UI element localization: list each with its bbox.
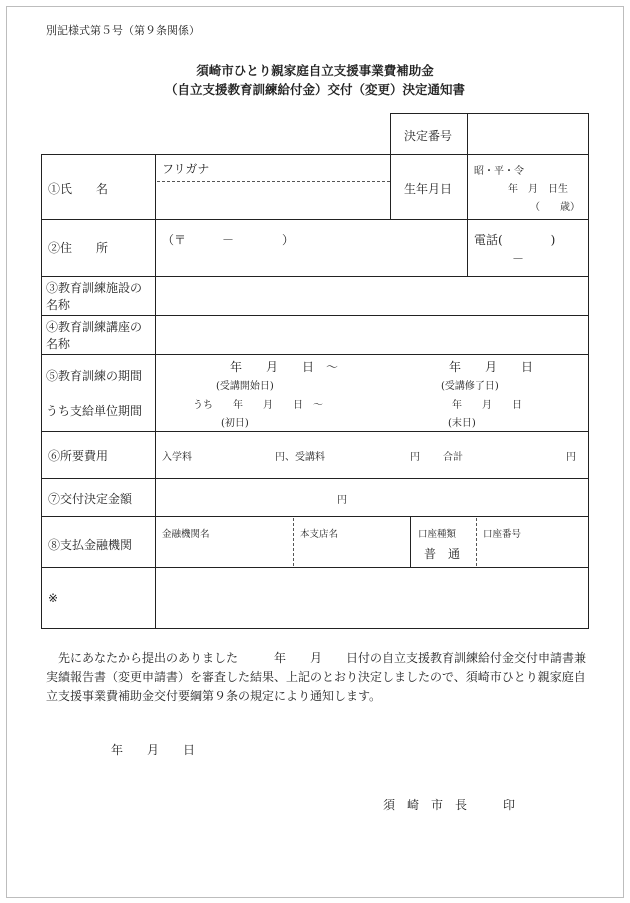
- notice-body-text: 先にあなたから提出のありました 年 月 日付の自立支援教育訓練給付金交付申請書兼実績報告書（変更申請書）を審査した結果、上記のとおり決定しましたので、須崎市ひとり親家庭自立支援事業費補助金交付要綱第９条の規定により通知します。: [46, 651, 587, 703]
- row-divider: [41, 276, 589, 277]
- unit-end-date: 年 月 日: [452, 400, 522, 411]
- bank-name-label: 金融機関名: [162, 529, 210, 540]
- main-form-table: [41, 154, 589, 629]
- cost-entrance-label: 入学料: [162, 452, 192, 463]
- period-start-date: 年 月 日 ～: [230, 360, 339, 374]
- period-label: ⑤教育訓練の期間: [46, 369, 143, 383]
- cost-tuition-yen: 円: [410, 452, 420, 463]
- address-label: ②住 所: [48, 241, 109, 255]
- unit-end-note: (末日): [448, 418, 476, 429]
- remarks-mark: ※: [48, 591, 59, 605]
- row-divider: [41, 567, 589, 568]
- period-start-note: (受講開始日): [216, 381, 274, 392]
- unit-start-date: うち 年 月 日 ～: [193, 400, 323, 411]
- name-field[interactable]: [160, 184, 386, 216]
- phone-dash: －: [512, 252, 525, 266]
- unit-period-label: うち支給単位期間: [46, 404, 143, 418]
- cost-label: ⑥所要費用: [48, 449, 109, 463]
- facility-label-line1: ③教育訓練施設の: [46, 281, 143, 295]
- decision-number-divider: [467, 113, 468, 154]
- row-divider: [41, 315, 589, 316]
- bank-label: ⑧支払金融機関: [48, 538, 133, 552]
- mayor-signature: 須 崎 市 長 印: [383, 798, 516, 812]
- address-field[interactable]: [160, 250, 460, 274]
- row-divider: [41, 354, 589, 355]
- facility-label-line2: 名称: [46, 298, 71, 312]
- account-number-label: 口座番号: [483, 529, 522, 540]
- form-number-label: 別記様式第５号（第９条関係）: [46, 24, 200, 37]
- birthdate-divider: [390, 154, 391, 219]
- birthdate-label: 生年月日: [404, 182, 453, 196]
- furigana-label: フリガナ: [162, 162, 210, 176]
- row-divider: [41, 431, 589, 432]
- bank-column-divider: [410, 516, 411, 567]
- account-type-value: 普 通: [424, 547, 461, 561]
- row-divider: [41, 219, 589, 220]
- amount-yen: 円: [337, 495, 347, 506]
- account-type-label: 口座種類: [418, 529, 457, 540]
- unit-start-note: (初日): [221, 418, 249, 429]
- bank-column-divider: [476, 518, 477, 566]
- amount-label: ⑦交付決定金額: [48, 492, 133, 506]
- row-divider: [41, 478, 589, 479]
- period-end-note: (受講修了日): [441, 381, 499, 392]
- bank-column-divider: [293, 518, 294, 566]
- phone-divider: [467, 219, 468, 276]
- decision-number-label: 決定番号: [404, 129, 453, 143]
- period-end-date: 年 月 日: [449, 360, 534, 374]
- facility-name-field[interactable]: [160, 281, 584, 311]
- course-label-line1: ④教育訓練講座の: [46, 320, 143, 334]
- course-name-field[interactable]: [160, 320, 584, 350]
- name-label: ①氏 名: [48, 182, 109, 196]
- birthdate-ymd: 年 月 日生: [508, 184, 568, 195]
- label-column-divider: [155, 154, 156, 628]
- document-title-line2: （自立支援教育訓練給付金）交付（変更）決定通知書: [164, 82, 465, 97]
- branch-name-label: 本支店名: [300, 529, 339, 540]
- issue-date: 年 月 日: [111, 743, 196, 757]
- course-label-line2: 名称: [46, 337, 71, 351]
- age-field: （ 歳）: [530, 202, 580, 213]
- phone-label: 電話( ): [474, 233, 556, 247]
- furigana-divider: [157, 181, 390, 182]
- document-title-line1: 須崎市ひとり親家庭自立支援事業費補助金: [196, 63, 434, 78]
- row-divider: [41, 516, 589, 517]
- cost-total-yen: 円: [566, 452, 576, 463]
- cost-total-label: 合計: [443, 452, 463, 463]
- decision-number-field[interactable]: [472, 118, 582, 150]
- postal-code: （〒 － ）: [162, 233, 295, 247]
- cost-entrance-yen: 円、受講料: [275, 452, 325, 463]
- era-options: 昭・平・令: [474, 166, 524, 177]
- birthdate-divider: [467, 154, 468, 219]
